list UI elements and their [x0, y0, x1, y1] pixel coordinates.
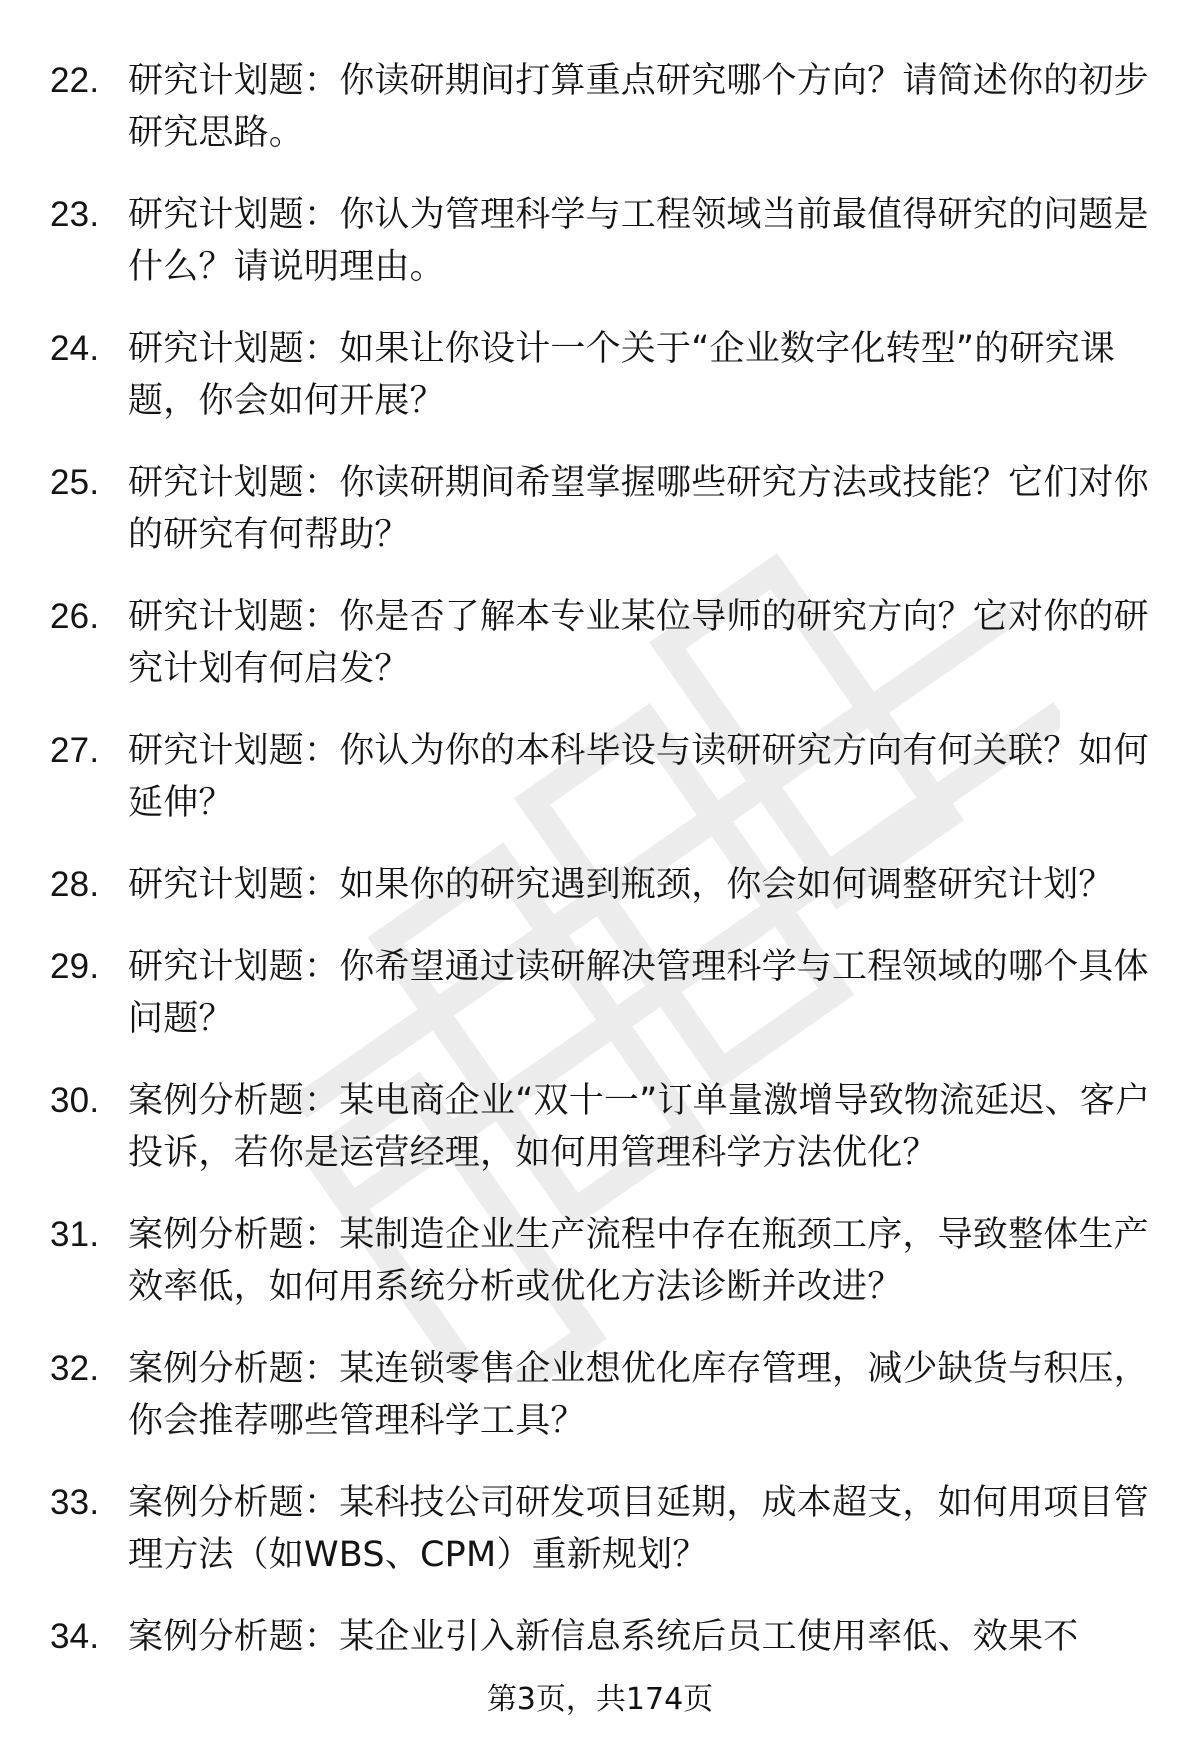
question-text: 案例分析题：某制造企业生产流程中存在瓶颈工序，导致整体生产效率低，如何用系统分析或优化方法诊断并改进？: [128, 1215, 1149, 1307]
question-number: 26.: [50, 597, 100, 636]
question-number: 23.: [50, 195, 100, 234]
question-item: [50, 1209, 1160, 1313]
question-item: [50, 457, 1160, 561]
question-item: [50, 1343, 1160, 1447]
question-text: 案例分析题：某电商企业“双十一”订单量激增导致物流延迟、客户投诉，若你是运营经理，如何用管理科学方法优化？: [128, 1081, 1151, 1173]
question-number: 32.: [50, 1349, 100, 1388]
question-item: [50, 1611, 1160, 1663]
question-number: 33.: [50, 1483, 100, 1522]
question-text: 案例分析题：某科技公司研发项目延期，成本超支，如何用项目管理方法（如WBS、CPM）重新规划？: [128, 1483, 1149, 1575]
question-item: [50, 859, 1160, 911]
question-text: 研究计划题：如果你的研究遇到瓶颈，你会如何调整研究计划？: [128, 865, 1114, 905]
question-number: 24.: [50, 329, 100, 368]
question-text: 研究计划题：你读研期间打算重点研究哪个方向？请简述你的初步研究思路。: [128, 61, 1149, 153]
question-item: [50, 725, 1160, 829]
question-text: 案例分析题：某企业引入新信息系统后员工使用率低、效果不: [128, 1617, 1079, 1657]
question-item: [50, 1477, 1160, 1581]
question-number: 22.: [50, 61, 100, 100]
question-list: [50, 55, 1160, 1693]
question-text: 研究计划题：你是否了解本专业某位导师的研究方向？它对你的研究计划有何启发？: [128, 597, 1149, 689]
question-text: 研究计划题：你希望通过读研解决管理科学与工程领域的哪个具体问题？: [128, 947, 1149, 1039]
question-number: 31.: [50, 1215, 100, 1254]
question-text: 研究计划题：你读研期间希望掌握哪些研究方法或技能？它们对你的研究有何帮助？: [128, 463, 1149, 555]
question-item: [50, 55, 1160, 159]
question-item: [50, 941, 1160, 1045]
question-number: 29.: [50, 947, 100, 986]
question-number: 28.: [50, 865, 100, 904]
question-item: [50, 189, 1160, 293]
page-number-footer: 第3页，共174页: [486, 1682, 714, 1717]
question-text: 研究计划题：你认为你的本科毕设与读研研究方向有何关联？如何延伸？: [128, 731, 1149, 823]
question-item: [50, 591, 1160, 695]
question-text: 研究计划题：你认为管理科学与工程领域当前最值得研究的问题是什么？请说明理由。: [128, 195, 1149, 287]
question-item: [50, 1075, 1160, 1179]
question-item: [50, 323, 1160, 427]
question-text: 案例分析题：某连锁零售企业想优化库存管理，减少缺货与积压，你会推荐哪些管理科学工具？: [128, 1349, 1149, 1441]
question-number: 30.: [50, 1081, 100, 1120]
question-text: 研究计划题：如果让你设计一个关于“企业数字化转型”的研究课题，你会如何开展？: [128, 329, 1116, 421]
question-number: 34.: [50, 1617, 100, 1656]
question-number: 25.: [50, 463, 100, 502]
question-number: 27.: [50, 731, 100, 770]
